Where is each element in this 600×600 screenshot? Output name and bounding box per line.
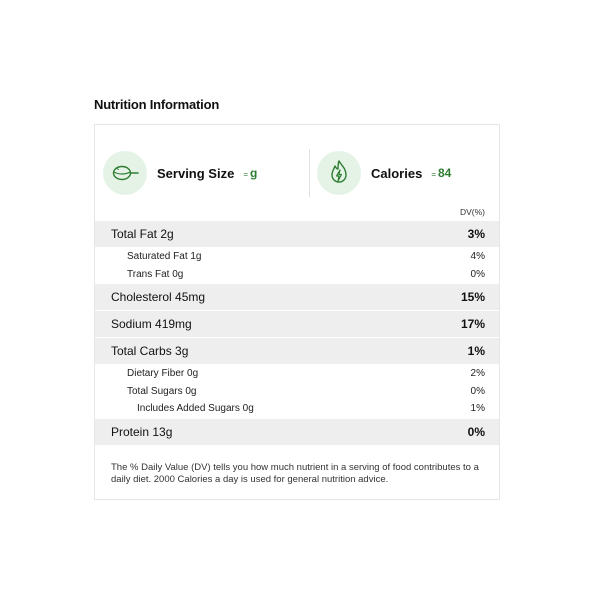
nutrient-row-sodium: [95, 311, 499, 337]
nutrient-row-trans-fat: [95, 266, 499, 284]
nutrient-row-total-carbs: [95, 338, 499, 364]
calories-stat: [317, 149, 451, 197]
nutrient-label: Sodium 419mg: [111, 317, 192, 331]
nutrient-dv: 0%: [470, 268, 485, 280]
measuring-cup-icon: [103, 151, 147, 195]
nutrient-row-added-sugars: [95, 400, 499, 418]
nutrient-label: Total Sugars 0g: [127, 385, 197, 397]
serving-size-equals: =: [243, 169, 248, 179]
calories-equals: =: [431, 169, 436, 179]
flame-bolt-icon: [317, 151, 361, 195]
summary-header: [95, 125, 499, 221]
nutrient-dv: 17%: [460, 317, 485, 331]
nutrient-dv: 4%: [470, 251, 485, 263]
serving-size-stat: [103, 149, 257, 197]
nutrient-label: Includes Added Sugars 0g: [137, 403, 254, 415]
serving-size-label: Serving Size: [157, 165, 235, 181]
nutrient-label: Total Carbs 3g: [111, 344, 189, 358]
nutrient-dv: 0%: [470, 385, 485, 397]
nutrient-dv: 1%: [470, 403, 485, 415]
nutrient-row-cholesterol: [95, 284, 499, 310]
calories-label: Calories: [371, 165, 423, 181]
serving-size-value: g: [249, 166, 258, 180]
nutrient-dv: 0%: [467, 424, 485, 439]
nutrient-label: Trans Fat 0g: [127, 268, 184, 280]
header-divider: [309, 149, 310, 197]
nutrient-label: Dietary Fiber 0g: [127, 368, 199, 380]
nutrient-label: Protein 13g: [111, 424, 173, 439]
dv-column-header: DV(%): [459, 207, 485, 217]
nutrient-row-protein: [95, 419, 499, 445]
page-title: Nutrition Information: [94, 97, 220, 112]
nutrient-dv: 2%: [470, 368, 485, 380]
nutrient-row-dietary-fiber: [95, 365, 499, 383]
daily-value-footnote: The % Daily Value (DV) tells you how much nutrient in a serving of food contributes to a daily diet. 2000 Calories a day is used for general nutrition advice.: [111, 462, 479, 485]
nutrient-row-total-sugars: [95, 383, 499, 401]
calories-value: 84: [437, 166, 452, 180]
nutrient-dv: 1%: [467, 344, 485, 358]
nutrient-table: [95, 221, 499, 445]
nutrient-row-total-fat: [95, 221, 499, 247]
nutrition-card: [94, 124, 500, 500]
nutrient-dv: 3%: [467, 227, 485, 241]
nutrient-label: Saturated Fat 1g: [127, 251, 202, 263]
nutrient-dv: 15%: [460, 290, 485, 304]
nutrient-row-saturated-fat: [95, 248, 499, 266]
nutrient-label: Total Fat 2g: [111, 227, 174, 241]
nutrient-label: Cholesterol 45mg: [111, 290, 206, 304]
